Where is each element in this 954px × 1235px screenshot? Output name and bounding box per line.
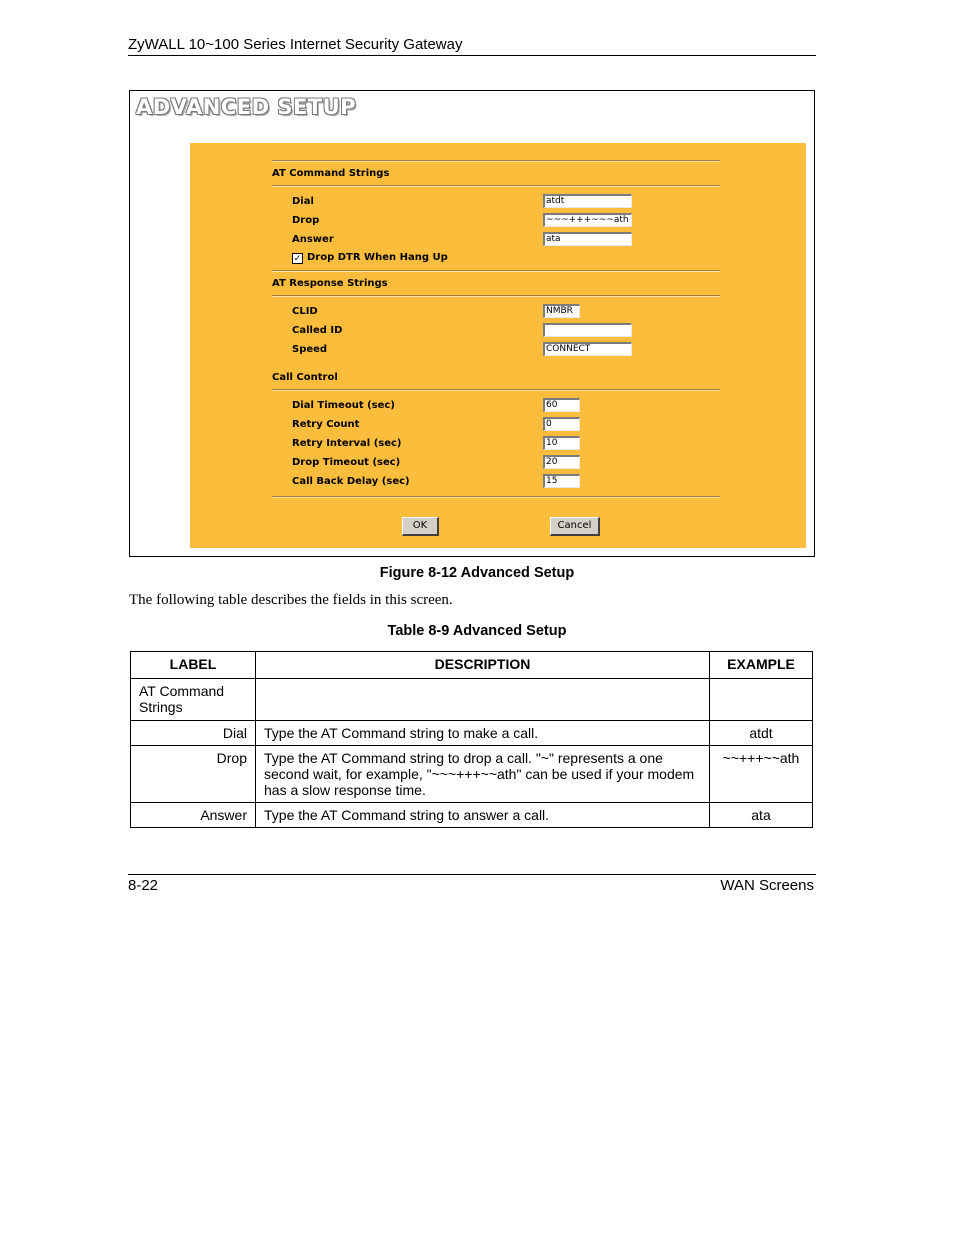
drop-dtr-checkbox[interactable]: ✓ — [293, 253, 302, 263]
table-cell-description: Type the AT Command string to make a call. — [256, 721, 710, 746]
table-cell-example: ata — [710, 803, 813, 828]
dial-timeout-label: Dial Timeout (sec) — [292, 400, 395, 411]
page-header — [128, 36, 816, 56]
settings-panel — [190, 143, 806, 548]
drop-field[interactable]: ~~~+++~~~ath — [543, 213, 632, 227]
drop-label: Drop — [292, 215, 320, 226]
retry-count-field[interactable]: 0 — [543, 417, 580, 431]
drop-dtr-label: Drop DTR When Hang Up — [307, 252, 448, 263]
callback-delay-label: Call Back Delay (sec) — [292, 476, 410, 487]
callback-delay-field[interactable]: 15 — [543, 474, 580, 488]
table-row — [131, 803, 813, 828]
table-cell-description — [256, 679, 710, 721]
retry-interval-label: Retry Interval (sec) — [292, 438, 402, 449]
description-table — [130, 651, 813, 828]
table-header: EXAMPLE — [710, 652, 813, 679]
table-row — [131, 679, 813, 721]
table-row — [131, 721, 813, 746]
table-cell-label: Dial — [131, 721, 256, 746]
section-divider — [272, 185, 720, 187]
table-header-row — [131, 652, 813, 679]
page-footer — [128, 874, 816, 894]
called-id-label: Called ID — [292, 325, 343, 336]
ok-button[interactable]: OK — [402, 517, 439, 536]
retry-interval-field[interactable]: 10 — [543, 436, 580, 450]
table-header: DESCRIPTION — [256, 652, 710, 679]
table-cell-label: Drop — [131, 746, 256, 803]
figure-screenshot — [129, 90, 815, 557]
called-id-field[interactable] — [543, 323, 632, 337]
table-cell-label: Answer — [131, 803, 256, 828]
dial-label: Dial — [292, 196, 314, 207]
table-cell-example — [710, 679, 813, 721]
section-divider — [272, 270, 720, 272]
table-cell-description: Type the AT Command string to answer a call. — [256, 803, 710, 828]
page-number: 8-22 — [128, 877, 159, 894]
section-title-call-control: Call Control — [272, 372, 338, 383]
retry-count-label: Retry Count — [292, 419, 360, 430]
table-cell-example: ~~+++~~ath — [710, 746, 813, 803]
table-header: LABEL — [131, 652, 256, 679]
section-divider — [272, 496, 720, 498]
table-cell-label: AT Command Strings — [131, 679, 256, 721]
table-caption: Table 8-9 Advanced Setup — [387, 623, 567, 639]
drop-timeout-field[interactable]: 20 — [543, 455, 580, 469]
footer-section: WAN Screens — [720, 877, 814, 894]
section-title-at-command: AT Command Strings — [272, 168, 390, 179]
section-divider — [272, 389, 720, 391]
drop-timeout-label: Drop Timeout (sec) — [292, 457, 401, 468]
speed-field[interactable]: CONNECT — [543, 342, 632, 356]
section-title-at-response: AT Response Strings — [272, 278, 388, 289]
section-divider — [272, 295, 720, 297]
answer-field[interactable]: ata — [543, 232, 632, 246]
clid-field[interactable]: NMBR — [543, 304, 580, 318]
screen-title: ADVANCED SETUP — [136, 95, 357, 119]
dial-timeout-field[interactable]: 60 — [543, 398, 580, 412]
intro-text: The following table describes the fields in this screen. — [129, 592, 453, 608]
dial-field[interactable]: atdt — [543, 194, 632, 208]
section-divider — [272, 160, 720, 162]
table-cell-example: atdt — [710, 721, 813, 746]
figure-caption: Figure 8-12 Advanced Setup — [379, 565, 575, 581]
cancel-button[interactable]: Cancel — [550, 517, 600, 536]
table-row — [131, 746, 813, 803]
speed-label: Speed — [292, 344, 328, 355]
answer-label: Answer — [292, 234, 334, 245]
clid-label: CLID — [292, 306, 318, 317]
table-cell-description: Type the AT Command string to drop a call. "~" represents a one second wait, for example, "~~~+++~~ath" can be used if your modem has a slow response time. — [256, 746, 710, 803]
header-title: ZyWALL 10~100 Series Internet Security Gateway — [128, 36, 463, 53]
